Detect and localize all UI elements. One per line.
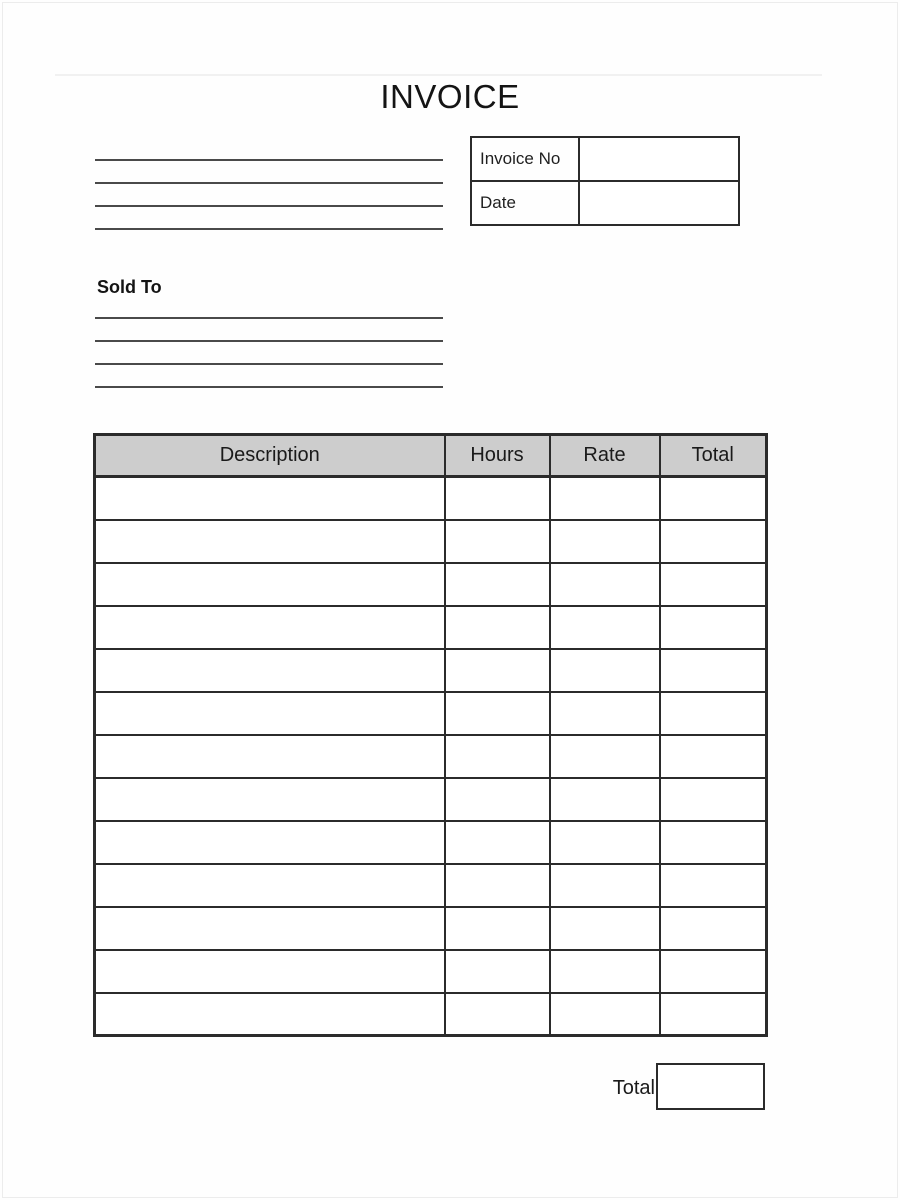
col-header-description: Description: [95, 435, 445, 477]
item-cell-description[interactable]: [95, 477, 445, 520]
item-cell-description[interactable]: [95, 821, 445, 864]
item-row: [95, 649, 767, 692]
item-row: [95, 520, 767, 563]
item-cell-total[interactable]: [660, 563, 767, 606]
item-cell-hours[interactable]: [445, 477, 550, 520]
item-row: [95, 864, 767, 907]
item-cell-hours[interactable]: [445, 778, 550, 821]
item-row: [95, 692, 767, 735]
item-cell-description[interactable]: [95, 907, 445, 950]
items-table-header: [95, 435, 767, 477]
item-cell-rate[interactable]: [550, 477, 660, 520]
item-cell-hours[interactable]: [445, 649, 550, 692]
blank-line: [95, 228, 443, 230]
item-cell-rate[interactable]: [550, 821, 660, 864]
items-table: [93, 433, 768, 1037]
item-cell-hours[interactable]: [445, 692, 550, 735]
item-cell-description[interactable]: [95, 520, 445, 563]
item-row: [95, 993, 767, 1036]
item-cell-description[interactable]: [95, 563, 445, 606]
grand-total-field[interactable]: [656, 1063, 765, 1110]
invoice-no-row: [471, 137, 739, 181]
item-cell-hours[interactable]: [445, 993, 550, 1036]
item-row: [95, 735, 767, 778]
item-cell-rate[interactable]: [550, 692, 660, 735]
invoice-no-field[interactable]: [579, 137, 739, 181]
item-cell-rate[interactable]: [550, 735, 660, 778]
blank-line: [95, 159, 443, 161]
items-table-container: [93, 433, 768, 1037]
item-cell-hours[interactable]: [445, 606, 550, 649]
invoice-meta-table: [470, 136, 740, 226]
item-cell-total[interactable]: [660, 477, 767, 520]
item-cell-hours[interactable]: [445, 950, 550, 993]
item-cell-hours[interactable]: [445, 735, 550, 778]
sold-to-address-lines: [95, 317, 443, 409]
item-cell-total[interactable]: [660, 520, 767, 563]
item-cell-rate[interactable]: [550, 563, 660, 606]
blank-line: [95, 317, 443, 319]
invoice-meta-box: [470, 136, 740, 226]
item-cell-total[interactable]: [660, 993, 767, 1036]
item-cell-total[interactable]: [660, 649, 767, 692]
item-cell-total[interactable]: [660, 950, 767, 993]
item-cell-hours[interactable]: [445, 563, 550, 606]
item-cell-total[interactable]: [660, 821, 767, 864]
item-cell-rate[interactable]: [550, 950, 660, 993]
header-divider: [55, 74, 822, 76]
item-cell-description[interactable]: [95, 649, 445, 692]
item-cell-total[interactable]: [660, 778, 767, 821]
item-cell-hours[interactable]: [445, 907, 550, 950]
page-title: INVOICE: [380, 78, 520, 115]
item-cell-description[interactable]: [95, 606, 445, 649]
blank-line: [95, 386, 443, 388]
item-cell-hours[interactable]: [445, 821, 550, 864]
item-cell-description[interactable]: [95, 778, 445, 821]
item-cell-rate[interactable]: [550, 606, 660, 649]
item-cell-description[interactable]: [95, 692, 445, 735]
blank-line: [95, 205, 443, 207]
item-cell-total[interactable]: [660, 692, 767, 735]
item-cell-total[interactable]: [660, 606, 767, 649]
item-cell-total[interactable]: [660, 864, 767, 907]
blank-line: [95, 363, 443, 365]
date-field[interactable]: [579, 181, 739, 225]
blank-line: [95, 340, 443, 342]
item-row: [95, 606, 767, 649]
invoice-no-label: Invoice No: [471, 137, 579, 181]
item-cell-rate[interactable]: [550, 649, 660, 692]
from-address-lines: [95, 159, 443, 251]
item-row: [95, 477, 767, 520]
item-cell-description[interactable]: [95, 993, 445, 1036]
col-header-hours: Hours: [445, 435, 550, 477]
col-header-total: Total: [660, 435, 767, 477]
item-cell-rate[interactable]: [550, 907, 660, 950]
item-row: [95, 821, 767, 864]
item-cell-rate[interactable]: [550, 520, 660, 563]
col-header-rate: Rate: [550, 435, 660, 477]
date-label: Date: [471, 181, 579, 225]
item-cell-rate[interactable]: [550, 778, 660, 821]
date-row: [471, 181, 739, 225]
items-table-body: [95, 477, 767, 1036]
item-row: [95, 907, 767, 950]
item-row: [95, 778, 767, 821]
item-cell-hours[interactable]: [445, 520, 550, 563]
item-row: [95, 950, 767, 993]
item-cell-description[interactable]: [95, 950, 445, 993]
item-cell-total[interactable]: [660, 907, 767, 950]
item-cell-description[interactable]: [95, 864, 445, 907]
item-cell-hours[interactable]: [445, 864, 550, 907]
item-cell-total[interactable]: [660, 735, 767, 778]
item-cell-description[interactable]: [95, 735, 445, 778]
blank-line: [95, 182, 443, 184]
item-cell-rate[interactable]: [550, 864, 660, 907]
item-row: [95, 563, 767, 606]
item-cell-rate[interactable]: [550, 993, 660, 1036]
sold-to-label: Sold To: [97, 277, 162, 297]
grand-total-label: Total: [612, 1077, 655, 1099]
